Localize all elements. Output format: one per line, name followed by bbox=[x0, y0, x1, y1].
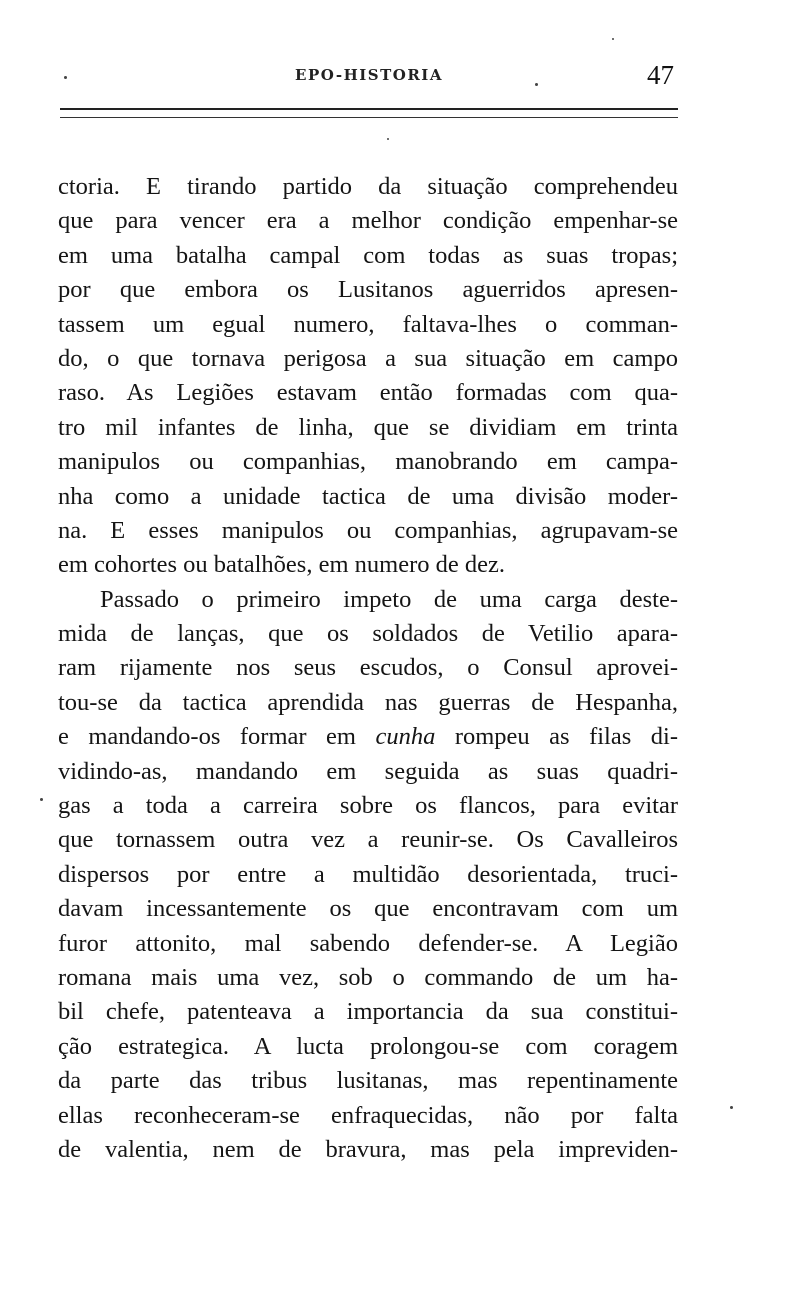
text-line: manipulos ou companhias, manobrando em campa- bbox=[58, 448, 678, 476]
paragraph-start-line: Passado o primeiro impeto de uma carga deste- bbox=[100, 585, 678, 613]
print-speck bbox=[387, 138, 389, 140]
text-line: tou-se da tactica aprendida nas guerras de Hespanha, bbox=[58, 688, 678, 716]
header-rule-thick bbox=[60, 108, 678, 110]
page-number: 47 bbox=[647, 60, 674, 90]
text-line: ctoria. E tirando partido da situação comprehendeu bbox=[58, 173, 678, 200]
text-line: mida de lanças, que os soldados de Vetilio apara- bbox=[58, 620, 678, 648]
print-speck bbox=[40, 798, 43, 801]
print-speck bbox=[64, 76, 67, 79]
text-segment: rompeu as filas di- bbox=[435, 723, 678, 751]
text-segment: e mandando-os formar em bbox=[58, 723, 376, 751]
text-line: bil chefe, patenteava a importancia da sua constitui- bbox=[58, 998, 678, 1026]
text-line: dispersos por entre a multidão desorientada, truci- bbox=[58, 860, 678, 888]
print-speck bbox=[535, 83, 538, 86]
text-line: do, o que tornava perigosa a sua situação em campo bbox=[58, 344, 678, 372]
text-line: por que embora os Lusitanos aguerridos apresen- bbox=[58, 276, 678, 304]
text-line: que tornassem outra vez a reunir-se. Os Cavalleiros bbox=[58, 826, 678, 854]
print-speck bbox=[730, 1106, 733, 1109]
text-line: que para vencer era a melhor condição empenhar-se bbox=[58, 207, 678, 235]
text-line: gas a toda a carreira sobre os flancos, para evitar bbox=[58, 792, 678, 820]
text-line: tro mil infantes de linha, que se dividiam em trinta bbox=[58, 413, 678, 441]
text-line: nha como a unidade tactica de uma divisão moder- bbox=[58, 482, 678, 510]
text-line: da parte das tribus lusitanas, mas repentinamente bbox=[58, 1067, 678, 1095]
text-line: de valentia, nem de bravura, mas pela impreviden- bbox=[58, 1135, 678, 1163]
text-line: na. E esses manipulos ou companhias, agrupavam-se bbox=[58, 516, 678, 544]
text-line: davam incessantemente os que encontravam com um bbox=[58, 895, 678, 923]
body-text bbox=[58, 170, 678, 1167]
text-line: tassem um egual numero, faltava-lhes o comman- bbox=[58, 310, 678, 338]
text-line: ram rijamente nos seus escudos, o Consul aprovei- bbox=[58, 654, 678, 682]
running-head bbox=[60, 62, 678, 92]
print-speck bbox=[612, 38, 614, 40]
text-line-with-italic bbox=[58, 720, 678, 754]
text-line: vidindo-as, mandando em seguida as suas quadri- bbox=[58, 757, 678, 785]
text-line: romana mais uma vez, sob o commando de um ha- bbox=[58, 963, 678, 991]
header-rule-thin bbox=[60, 117, 678, 118]
text-line: ção estrategica. A lucta prolongou-se com coragem bbox=[58, 1032, 678, 1060]
text-line: em uma batalha campal com todas as suas tropas; bbox=[58, 241, 678, 269]
text-line: furor attonito, mal sabendo defender-se. A Legião bbox=[58, 929, 678, 957]
paragraph-end-line: em cohortes ou batalhões, em numero de dez. bbox=[58, 551, 505, 579]
text-line: raso. As Legiões estavam então formadas com qua- bbox=[58, 379, 678, 407]
text-line: ellas reconheceram-se enfraquecidas, não por falta bbox=[58, 1101, 678, 1129]
italic-word: cunha bbox=[375, 723, 436, 751]
running-title: EPO-HISTORIA bbox=[295, 66, 443, 84]
